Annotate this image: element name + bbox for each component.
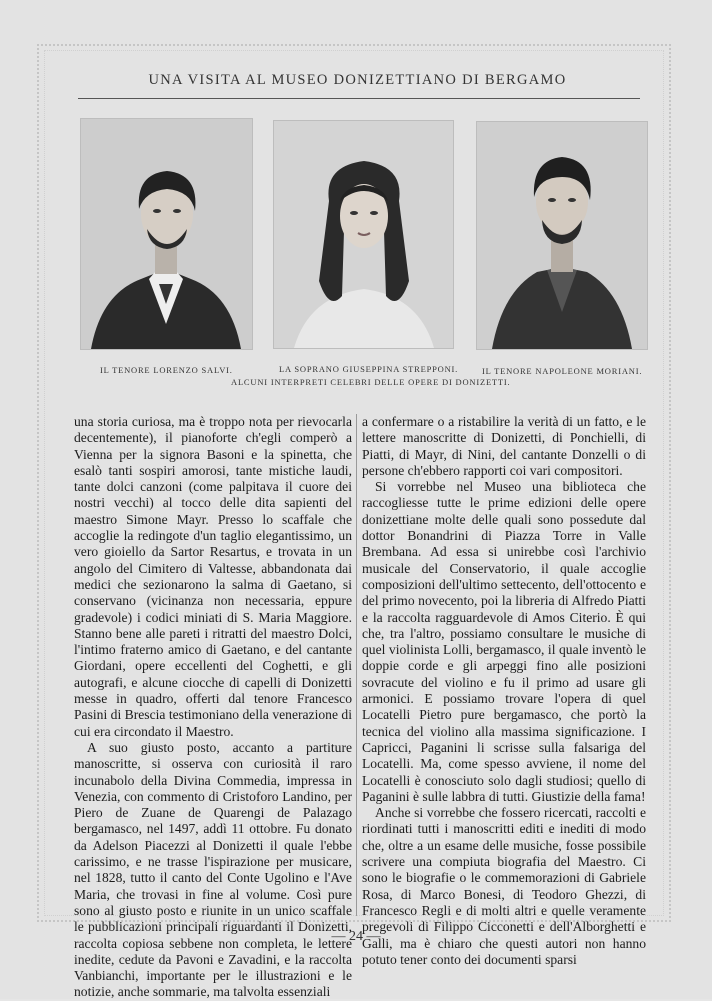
right-column bbox=[362, 414, 646, 968]
header-rule bbox=[78, 98, 640, 99]
caption-moriani: IL TENORE NAPOLEONE MORIANI. bbox=[482, 366, 643, 376]
paragraph: A suo giusto posto, accanto a partiture manoscritte, si osserva con curiosità il raro incunabolo della Divina Commedia, impressa in Venezia, con commento di Cristoforo Landino, per Piero de Zuane de Quarengi de Palazago bergamasco, nel 1497, addì 11 ottobre. Fu donato da Adelson Piacezzi al Donizetti il quale l'ebbe carissimo, e ne trasse l'ispirazione per musicare, nel 1828, tutto il canto del Conte Ugolino e l'Ave Maria, che trovasi in fine al volume. Così pure sono al giusto posto e riunite in un unico scaffale le pubblicazioni principali riguardanti il Donizetti, raccolta copiosa sebbene non completa, le lettere inedite, cedute da Pavoni e Zavadini, e la raccolta Vanbianchi, importante per le illustrazioni e le notizie, anche sommarie, ma talvolta essenziali bbox=[74, 739, 352, 1000]
paragraph: una storia curiosa, ma è troppo nota per rievocarla decentemente), il pianoforte ch'egli comperò a Vienna per la signora Basoni e la spinetta, che esalò tanti sospiri amorosi, tante mistiche laudi, tante dolci canzoni (come palpitava il cuore dei nostri vecchi) al tocco delle dita sapienti del maestro Simone Mayr. Presso lo scaffale che accoglie la redingote d'un taglio elegantissimo, un vero gioiello da Sartor Resartus, e trovata in un angolo del Cimitero di Valtesse, abbandonata dai medici che sezionarono la salma di Gaetano, si conservano (vicinanza non necessaria, eppure gradevole) i codici miniati di S. Maria Maggiore. Stanno bene alle pareti i ritratti del maestro Dolci, l'intimo fraterno amico di Gaetano, e del cantante Giordani, opere eccellenti del Coghetti, e gli autografi, e alcune ciocche di capelli di Donizetti messe in quadro, offerti dal tenore Francesco Pasini di Brescia testimoniano della venerazione di cui era circondato il Maestro. bbox=[74, 414, 352, 739]
page-number: — 24 — bbox=[331, 929, 381, 944]
paragraph: a confermare o a ristabilire la verità di un fatto, e le lettere manoscritte di Donizetti, di Ponchielli, di Piatti, di Mayr, di Nini, del cantante Donzelli o di persone ch'ebbero rapporti coi vari compositori. bbox=[362, 414, 646, 478]
caption-salvi: IL TENORE LORENZO SALVI. bbox=[100, 365, 233, 375]
paragraph: Anche si vorrebbe che fossero ricercati, raccolti e riordinati tutti i manoscritti editi e inediti di modo che, oltre a un esame delle musiche, fosse possibile scrivere una compiuta biografia del Maestro. Ci sono le biografie o le commemorazioni di Gabriele Rosa, di Marco Bonesi, di Teodoro Ghezzi, di Francesco Regli e di molti altri e quelle veramente pregevoli di Filippo Cicconetti e dell'Alborghetti e Galli, ma è chiaro che questi autori non hanno potuto tener conto dei documenti sparsi bbox=[362, 805, 646, 967]
portrait-giuseppina-strepponi bbox=[273, 120, 454, 349]
running-title: UNA VISITA AL MUSEO DONIZETTIANO DI BERGAMO bbox=[148, 72, 567, 88]
paragraph: Si vorrebbe nel Museo una biblioteca che raccogliesse tutte le prime edizioni delle opere donizettiane molte delle quali sono possedute dal dottor Bonandrini di Piazza Torre in Valle Brembana. Ad essa si unirebbe così l'archivio musicale del Conservatorio, il quale accoglie composizioni dell'ultimo settecento, dell'ottocento e del primo novecento, poi la libreria di Alfredo Piatti e la raccolta ragguardevole di Amos Citerio. È qui che, tra l'altro, possiamo consultare le musiche di quel violinista Lolli, bergamasco, il quale inventò le doppie corde e gli arpeggi fino alle posizioni sovracute del violino e fu il primo ad usare gli armonici. E possiamo trovare l'opera di quel Locatelli Pietro pure bergamasco, che portò la tecnica del violino alla massima significazione. I Capricci, Paganini li scrisse sulla falsariga del Locatelli. Ma, come spesso avviene, il nome del Locatelli è conosciuto solo dagli studiosi; quello di Paganini è sulle labbra di tutti. Giustizie della fama! bbox=[362, 479, 646, 804]
portrait-napoleone-moriani bbox=[476, 121, 648, 350]
portrait-lorenzo-salvi bbox=[80, 118, 253, 350]
caption-strepponi: LA SOPRANO GIUSEPPINA STREPPONI. bbox=[279, 364, 459, 374]
group-caption: ALCUNI INTERPRETI CELEBRI DELLE OPERE DI DONIZETTI. bbox=[231, 377, 511, 387]
column-divider bbox=[356, 414, 357, 916]
left-column bbox=[74, 414, 352, 1001]
